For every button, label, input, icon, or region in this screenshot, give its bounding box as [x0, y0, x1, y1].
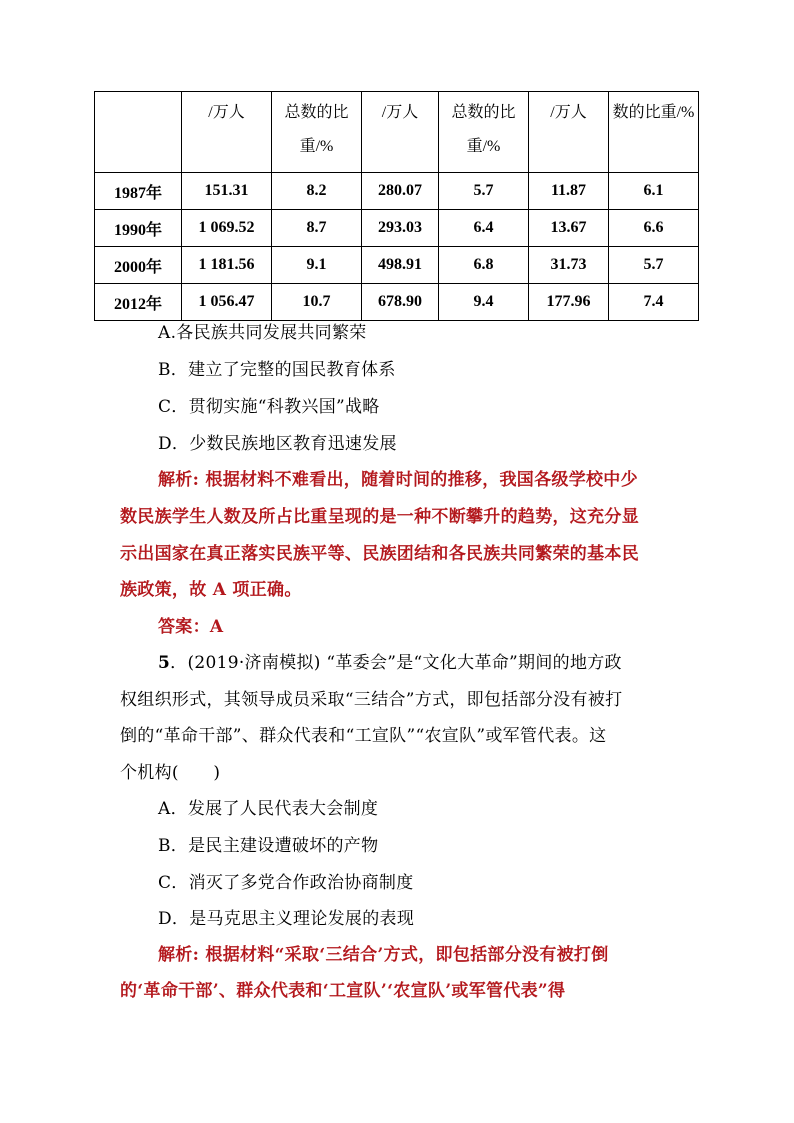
- q4-analysis-line-4: 族政策，故 A 项正确。: [120, 580, 302, 600]
- header-cell-0: [95, 92, 182, 173]
- table-header-row: [95, 92, 699, 173]
- table-row: [95, 247, 699, 284]
- q5-analysis-line-1: [158, 940, 609, 965]
- header-cell-1: /万人: [182, 92, 272, 173]
- year-cell: 1990年: [95, 210, 182, 247]
- q5-analysis-text: : 根据材料“采取‘三结合’方式，即包括部分没有被打倒: [192, 945, 609, 965]
- q5-option-a: A．发展了人民代表大会制度: [158, 799, 379, 819]
- year-cell: 2000年: [95, 247, 182, 284]
- q5-number: 5: [158, 653, 171, 673]
- q5-stem-line-4: 个机构( ): [120, 763, 221, 783]
- q4-option-c: C．贯彻实施“科教兴国”战略: [158, 397, 380, 417]
- value-cell: 6.4: [439, 210, 529, 247]
- year-cell: 1987年: [95, 173, 182, 210]
- q5-stem-text: ．(2019·济南模拟) “革委会”是“文化大革命”期间的地方政: [170, 653, 622, 673]
- value-cell: 280.07: [362, 173, 439, 210]
- value-cell: 151.31: [182, 173, 272, 210]
- header-cell-6: 数的比重/%: [609, 92, 699, 173]
- value-cell: 293.03: [362, 210, 439, 247]
- header-cell-2: 总数的比重/%: [272, 92, 362, 173]
- value-cell: 8.7: [272, 210, 362, 247]
- q4-analysis-line-2: 数民族学生人数及所占比重呈现的是一种不断攀升的趋势，这充分显: [120, 507, 639, 527]
- q4-option-a: A.各民族共同发展共同繁荣: [158, 323, 367, 343]
- year-cell: 2012年: [95, 284, 182, 321]
- value-cell: 9.4: [439, 284, 529, 321]
- q5-stem-line-3: 倒的“革命干部”、群众代表和“工宣队”“农宣队”或军管代表。这: [120, 726, 607, 746]
- q5-stem-line-1: [158, 648, 622, 673]
- table-row: [95, 210, 699, 247]
- value-cell: 177.96: [529, 284, 609, 321]
- value-cell: 6.8: [439, 247, 529, 284]
- q4-analysis-line-1: [158, 465, 638, 490]
- header-cell-3: /万人: [362, 92, 439, 173]
- header-cell-5: /万人: [529, 92, 609, 173]
- value-cell: 9.1: [272, 247, 362, 284]
- q4-analysis-label: 解析: [158, 470, 193, 490]
- value-cell: 11.87: [529, 173, 609, 210]
- value-cell: 498.91: [362, 247, 439, 284]
- value-cell: 7.4: [609, 284, 699, 321]
- q4-option-d: D．少数民族地区教育迅速发展: [158, 434, 397, 454]
- q5-stem-line-2: 权组织形式，其领导成员采取“三结合”方式，即包括部分没有被打: [120, 690, 623, 710]
- value-cell: 13.67: [529, 210, 609, 247]
- value-cell: 678.90: [362, 284, 439, 321]
- value-cell: 6.6: [609, 210, 699, 247]
- header-cell-4: 总数的比重/%: [439, 92, 529, 173]
- value-cell: 5.7: [439, 173, 529, 210]
- q5-analysis-line-2: 的‘革命干部’、群众代表和‘工宣队’‘农宣队’或军管代表”得: [120, 981, 566, 1001]
- value-cell: 6.1: [609, 173, 699, 210]
- value-cell: 1 056.47: [182, 284, 272, 321]
- q5-option-b: B．是民主建设遭破坏的产物: [158, 836, 379, 856]
- q4-answer: [158, 612, 223, 637]
- q5-option-d: D．是马克思主义理论发展的表现: [158, 909, 415, 929]
- value-cell: 5.7: [609, 247, 699, 284]
- value-cell: 8.2: [272, 173, 362, 210]
- q4-analysis-line-3: 示出国家在真正落实民族平等、民族团结和各民族共同繁荣的基本民: [120, 544, 639, 564]
- value-cell: 31.73: [529, 247, 609, 284]
- q4-answer-value: ：A: [192, 617, 224, 637]
- value-cell: 1 069.52: [182, 210, 272, 247]
- q4-option-b: B．建立了完整的国民教育体系: [158, 360, 396, 380]
- table-row: [95, 173, 699, 210]
- q4-answer-label: 答案: [158, 617, 193, 637]
- table-row: [95, 284, 699, 321]
- value-cell: 1 181.56: [182, 247, 272, 284]
- q4-analysis-text: : 根据材料不难看出，随着时间的推移，我国各级学校中少: [192, 470, 638, 490]
- q5-option-c: C．消灭了多党合作政治协商制度: [158, 873, 414, 893]
- q5-analysis-label: 解析: [158, 945, 193, 965]
- statistics-table: [94, 91, 699, 321]
- value-cell: 10.7: [272, 284, 362, 321]
